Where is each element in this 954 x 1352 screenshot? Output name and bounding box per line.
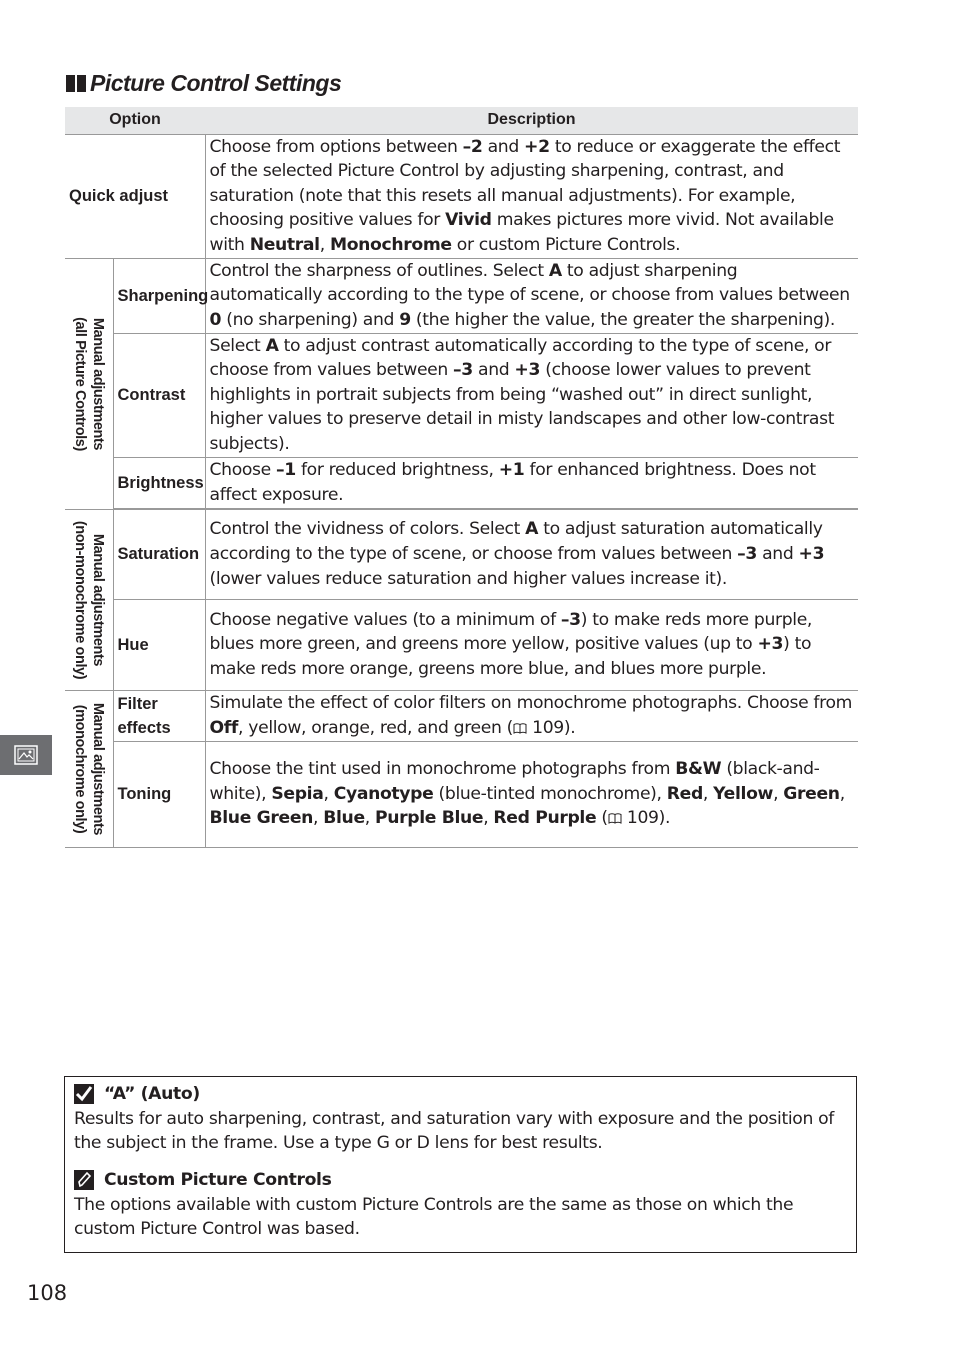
heading-title: Picture Control Settings (90, 70, 342, 96)
option-filter-effects: Filter effects (113, 690, 205, 741)
book-reference-icon (608, 813, 622, 824)
option-toning: Toning (113, 741, 205, 847)
table-row (65, 599, 858, 690)
description-contrast: Select A to adjust contrast automatically according to the type of scene, or choose from values between –3 and +3 (choose lower values to prevent highlights in portrait subjects from being “washed out” in direct sunlight, higher values to preserve detail in misty landscapes and other low-contrast subjects). (205, 333, 858, 457)
table-row (65, 457, 858, 509)
description-filter-effects: Simulate the effect of color filters on monochrome photographs. Choose from Off, yellow, orange, red, and green ( 109). (205, 690, 858, 741)
chapter-side-tab (0, 735, 52, 775)
option-saturation: Saturation (113, 509, 205, 599)
note-custom-text: The options available with custom Picture Controls are the same as those on which the custom Picture Control was based. (74, 1194, 794, 1240)
picture-control-table (65, 107, 858, 848)
option-hue: Hue (113, 599, 205, 690)
table-row (65, 509, 858, 599)
page-number: 108 (27, 1281, 68, 1305)
option-brightness: Brightness (113, 457, 205, 509)
note-auto-text: Results for auto sharpening, contrast, and saturation vary with exposure and the position of the subject in the frame. Use a type G or D lens for best results. (74, 1108, 834, 1154)
group-all-picture-controls: Manual adjustments (all Picture Controls) (65, 258, 113, 509)
picture-control-icon (14, 745, 38, 765)
option-sharpening: Sharpening (113, 258, 205, 333)
table-row (65, 333, 858, 457)
note-custom: Custom Picture Controls The options available with custom Picture Controls are the same as those on which the custom Picture Control was based. (74, 1168, 854, 1242)
section-marker-icon (66, 75, 86, 92)
group-monochrome: Manual adjustments (monochrome only) (65, 690, 113, 847)
column-header-description: Description (205, 107, 858, 134)
description-quick-adjust: Choose from options between –2 and +2 to reduce or exaggerate the effect of the selected Picture Control by adjusting sharpening, contrast, and saturation (note that this resets all manual adjustments). For example, choosing positive values for Vivid makes pictures more vivid. Not available with Neutral, Monochrome or custom Picture Controls. (205, 134, 858, 258)
table-row (65, 258, 858, 333)
section-heading (66, 70, 341, 97)
description-toning: Choose the tint used in monochrome photographs from B&W (black-and-white), Sepia, Cyanotype (blue-tinted monochrome), Red, Yellow, Green, Blue Green, Blue, Purple Blue, Red Purple ( 109). (205, 741, 858, 847)
description-brightness: Choose –1 for reduced brightness, +1 for enhanced brightness. Does not affect exposure. (205, 457, 858, 509)
table-row (65, 134, 858, 258)
table-row (65, 690, 858, 741)
option-quick-adjust: Quick adjust (65, 134, 205, 258)
description-saturation: Control the vividness of colors. Select A to adjust saturation automatically according to the type of scene, or choose from values between –3 and +3 (lower values reduce saturation and higher values increase it). (205, 509, 858, 599)
description-sharpening: Control the sharpness of outlines. Select A to adjust sharpening automatically according to the type of scene, or choose from values between 0 (no sharpening) and 9 (the higher the value, the greater the sharpening). (205, 258, 858, 333)
note-auto: “A” (Auto) Results for auto sharpening, contrast, and saturation vary with exposure and the position of the subject in the frame. Use a type G or D lens for best results. (74, 1082, 854, 1156)
notes-box (64, 1076, 857, 1253)
pencil-note-icon (74, 1170, 94, 1190)
table-row (65, 741, 858, 847)
column-header-option: Option (65, 107, 205, 134)
check-icon (74, 1084, 94, 1104)
description-hue: Choose negative values (to a minimum of –3) to make reds more purple, blues more green, and greens more yellow, positive values (up to +3) to make reds more orange, greens more blue, and blues more purple. (205, 599, 858, 690)
book-reference-icon (513, 723, 527, 734)
option-contrast: Contrast (113, 333, 205, 457)
group-non-monochrome: Manual adjustments (non-monochrome only) (65, 509, 113, 690)
